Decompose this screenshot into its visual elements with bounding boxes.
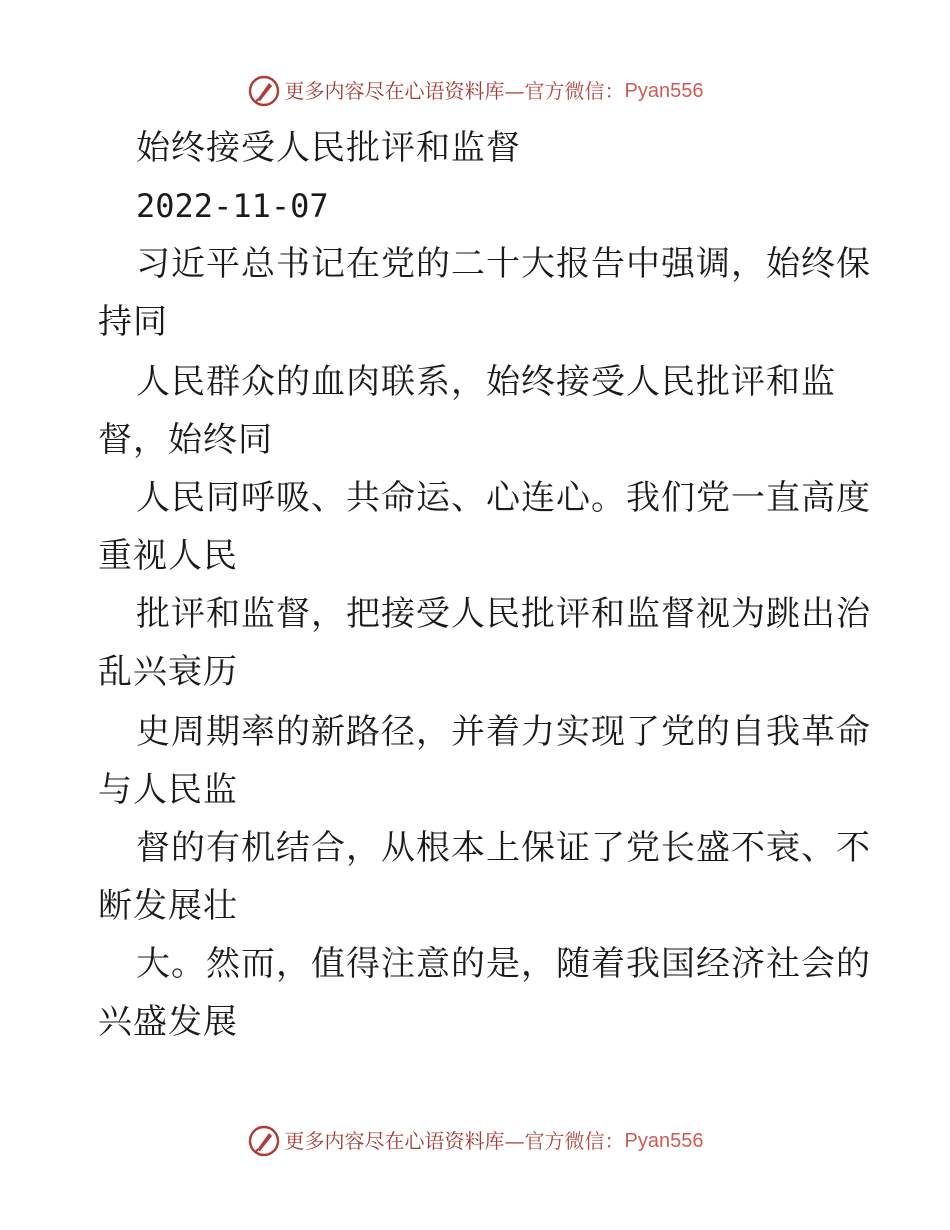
paragraph-line: 习近平总书记在党的二十大报告中强调，始终保 — [136, 244, 871, 284]
watermark-dash: — — [504, 1129, 525, 1153]
footer-watermark — [0, 1124, 950, 1158]
paragraph-line: 乱兴衰历 — [98, 652, 238, 692]
paragraph-line: 重视人民 — [98, 536, 238, 576]
paragraph-line: 督的有机结合，从根本上保证了党长盛不衰、不 — [136, 828, 871, 868]
watermark-site: 更多内容尽在心语资料库 — [284, 1129, 505, 1153]
paragraph-line: 人民同呼吸、共命运、心连心。我们党一直高度 — [136, 478, 871, 518]
paragraph-line: 持同 — [98, 302, 168, 342]
watermark-wechat-label: 官方微信： — [524, 79, 625, 103]
paragraph-line: 断发展壮 — [98, 886, 238, 926]
header-watermark — [0, 74, 950, 108]
watermark-wechat-label: 官方微信： — [524, 1129, 625, 1153]
article-date: 2022-11-07 — [136, 187, 329, 225]
watermark-wechat-id: Pyan556 — [624, 80, 704, 102]
quill-logo-icon — [247, 74, 281, 108]
watermark-wechat-id: Pyan556 — [624, 1130, 704, 1152]
paragraph-line: 大。然而，值得注意的是，随着我国经济社会的 — [136, 944, 871, 984]
watermark-dash: — — [504, 79, 525, 103]
quill-logo-icon — [247, 1124, 281, 1158]
paragraph-line: 批评和监督，把接受人民批评和监督视为跳出治 — [136, 594, 871, 634]
paragraph-line: 人民群众的血肉联系，始终接受人民批评和监 — [136, 362, 836, 402]
paragraph-line: 督，始终同 — [98, 420, 273, 460]
watermark-site: 更多内容尽在心语资料库 — [284, 79, 505, 103]
article-title: 始终接受人民批评和监督 — [136, 128, 521, 168]
paragraph-line: 与人民监 — [98, 770, 238, 810]
paragraph-line: 史周期率的新路径，并着力实现了党的自我革命 — [136, 712, 871, 752]
paragraph-line: 兴盛发展 — [98, 1002, 238, 1042]
